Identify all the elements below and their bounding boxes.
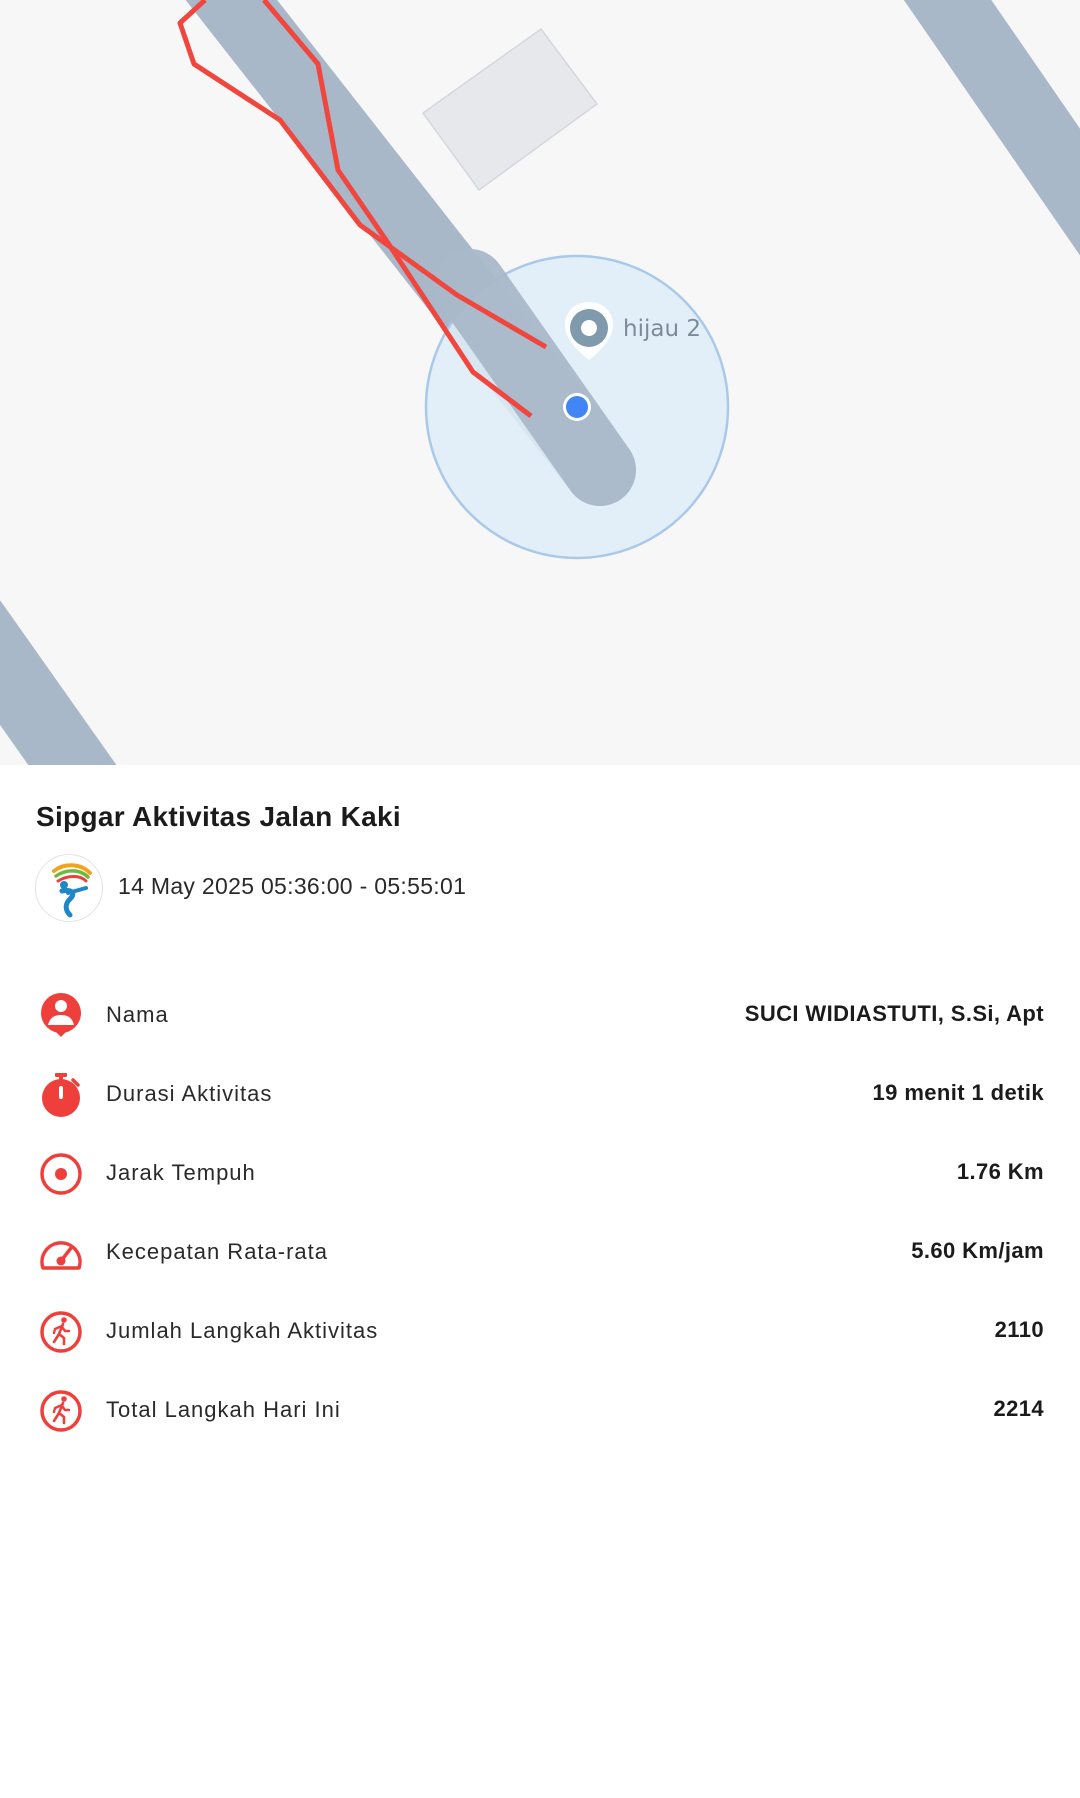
stat-value: SUCI WIDIASTUTI, S.Si, Apt xyxy=(744,1001,1044,1026)
stat-label: Total Langkah Hari Ini xyxy=(106,1397,341,1422)
walking-icon xyxy=(38,1309,84,1355)
stat-label: Durasi Aktivitas xyxy=(106,1081,273,1106)
map-canvas xyxy=(0,0,1080,765)
app-logo-icon xyxy=(35,854,103,922)
route-map[interactable] xyxy=(0,0,1080,765)
target-icon xyxy=(38,1151,84,1197)
stat-value: 2214 xyxy=(993,1396,1044,1421)
stat-value: 5.60 Km/jam xyxy=(911,1238,1044,1263)
stat-row-name xyxy=(0,975,1080,1054)
stopwatch-icon xyxy=(38,1072,84,1118)
map-building xyxy=(423,29,597,190)
stat-row-total-steps xyxy=(0,1370,1080,1449)
stat-row-speed xyxy=(0,1212,1080,1291)
stat-row-activity-steps xyxy=(0,1291,1080,1370)
activity-panel xyxy=(0,765,1080,1798)
stat-label: Jarak Tempuh xyxy=(106,1160,256,1185)
stat-value: 2110 xyxy=(994,1317,1044,1342)
map-road-right xyxy=(920,0,1080,250)
activity-title: Sipgar Aktivitas Jalan Kaki xyxy=(36,801,401,832)
stats-list xyxy=(0,975,1080,1449)
speedometer-icon xyxy=(38,1230,84,1276)
walking-icon xyxy=(38,1388,84,1434)
stat-value: 1.76 Km xyxy=(956,1159,1044,1184)
stat-value: 19 menit 1 detik xyxy=(872,1080,1044,1105)
activity-datetime: 14 May 2025 05:36:00 - 05:55:01 xyxy=(118,873,467,899)
stat-row-duration xyxy=(0,1054,1080,1133)
stat-label: Jumlah Langkah Aktivitas xyxy=(106,1318,379,1343)
stat-row-distance xyxy=(0,1133,1080,1212)
stat-label: Kecepatan Rata-rata xyxy=(106,1239,329,1264)
place-label: hijau 2 xyxy=(623,316,701,342)
stat-label: Nama xyxy=(106,1002,169,1027)
user-pin-icon xyxy=(38,993,84,1039)
map-road-left xyxy=(0,620,90,765)
